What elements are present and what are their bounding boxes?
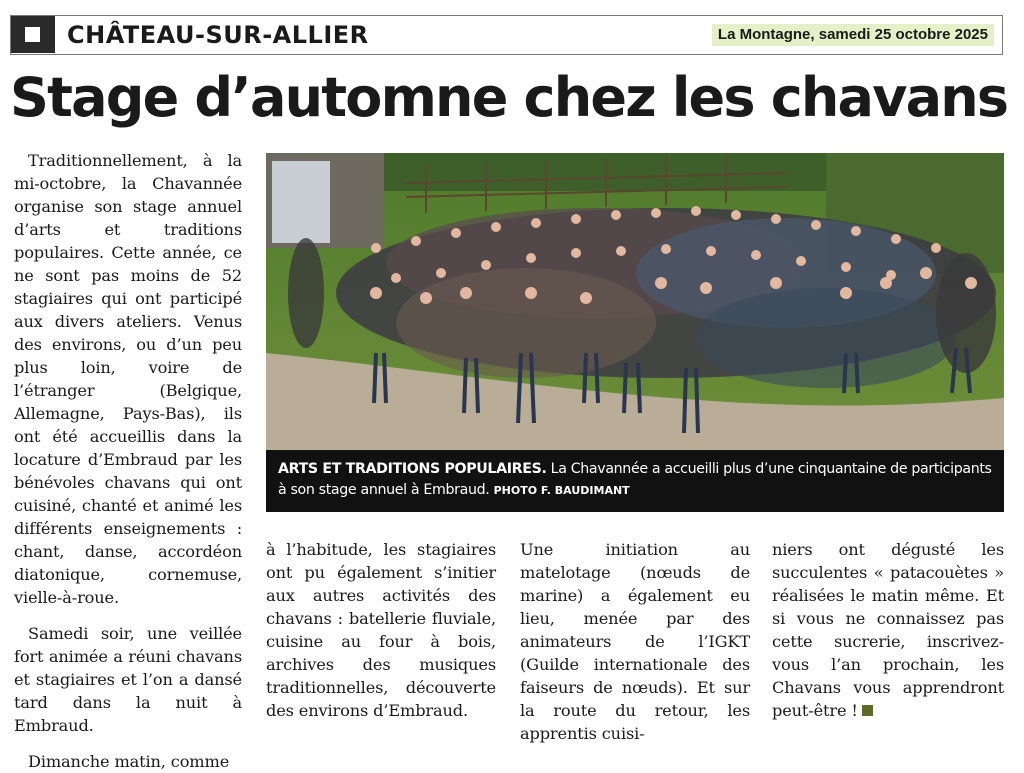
dateline: La Montagne, samedi 25 octobre 2025 [712,24,994,46]
group-photo-illustration [266,153,1004,450]
column-4-text: niers ont dégusté les succulentes « patacouètes » réalisées le matin même. Et si vous ne connaissez pas cette sucrerie, inscrivez-vous l’an prochain, les Chavans vous apprendront peut-être ! [772,540,1004,720]
caption-text: La Chavannée a accueilli plus d’une cinquantaine de participants à son stage annuel à Embraud. [278,461,992,498]
paragraph-1: Traditionnellement, à la mi-octobre, la Chavannée organise son stage annuel d’arts et traditions populaires. Cette année, ce ne sont pas moins de 52 stagiaires qui ont participé aux divers ateliers. Venus des environs, ou d’un peu plus loin, voire de l’étranger (Belgique, Allemagne, Pays-Bas), ils ont été accueillis dans la locature d’Embraud par les bénévoles chavans qui ont cuisiné, chanté et animé les différents enseignements : chant, danse, accordéon diatonique, cornemuse, vielle-à-roue. [14,151,242,607]
article-column-3 [520,538,750,745]
paragraph-3-start: Dimanche matin, comme [28,752,230,771]
headline: Stage d’automne chez les chavans [10,66,1008,129]
article-column-2 [266,538,496,722]
section-title: CHÂTEAU-SUR-ALLIER [67,21,369,49]
paragraph-2: Samedi soir, une veillée fort animée a réuni chavans et stagiaires et l’on a dansé tard dans la nuit à Embraud. [14,624,242,735]
photo-caption [266,450,1004,512]
section-square-icon [11,16,55,53]
group-photo [266,153,1004,450]
column-2-text: à l’habitude, les stagiaires ont pu également s’initier aux autres activités des chavans : batellerie fluviale, cuisine au four à bois, archives des musiques traditionnelles, découverte des environs d’Embraud. [266,540,496,720]
section-banner [10,15,1003,55]
article-column-1 [14,149,242,773]
photo-credit: PHOTO F. BAUDIMANT [493,484,630,497]
column-4-paragraph [772,538,1004,722]
end-of-article-square-icon [862,705,873,716]
column-3-text: Une initiation au matelotage (nœuds de marine) a également eu lieu, menée par des animateurs de l’IGKT (Guilde internationale des faiseurs de nœuds). Et sur la route du retour, les apprentis cuisi- [520,540,750,743]
caption-lead: ARTS ET TRADITIONS POPULAIRES. [278,461,547,477]
article-column-4 [772,538,1004,722]
